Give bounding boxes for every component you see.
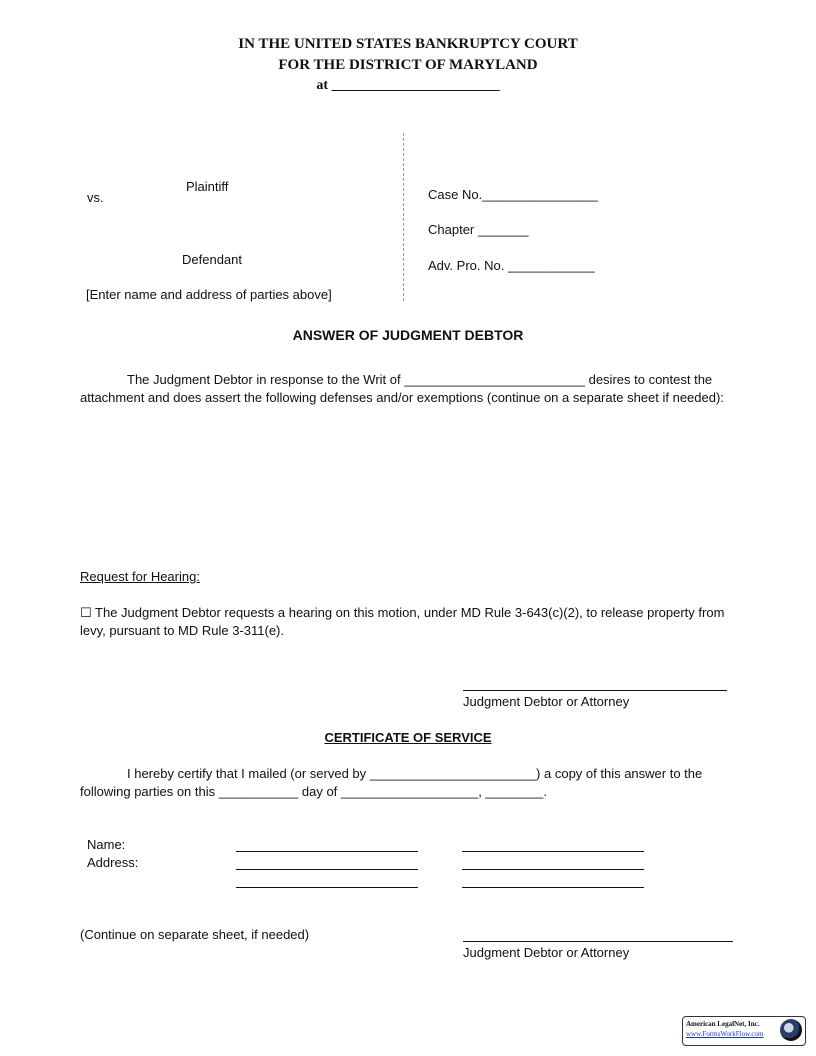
globe-icon (780, 1019, 802, 1041)
hearing-checkbox[interactable]: ☐ (80, 605, 92, 620)
recipient2-name-line[interactable] (462, 851, 644, 852)
answer-body: The Judgment Debtor in response to the Writ of _________________________ desires to contest the attachment and does assert the following defenses and/or exemptions (continue on a separate sheet if needed): (80, 372, 724, 405)
chapter-field[interactable]: Chapter _______ (428, 222, 529, 237)
signature-label-2: Judgment Debtor or Attorney (463, 945, 630, 960)
name-label: Name: (87, 837, 126, 852)
certificate-title: CERTIFICATE OF SERVICE (324, 730, 492, 745)
hearing-heading: Request for Hearing: (80, 569, 200, 584)
recipient1-address-line1[interactable] (236, 869, 418, 870)
case-number-field[interactable]: Case No.________________ (428, 187, 598, 202)
recipient2-address-line2[interactable] (462, 887, 644, 888)
vs-label: vs. (87, 190, 104, 205)
hearing-paragraph (80, 604, 740, 640)
parties-note: [Enter name and address of parties above] (86, 287, 332, 302)
court-title-line2: FOR THE DISTRICT OF MARYLAND (278, 57, 538, 73)
signature-line-1[interactable] (463, 690, 727, 691)
court-title-line1: IN THE UNITED STATES BANKRUPTCY COURT (238, 36, 578, 52)
signature-label-1: Judgment Debtor or Attorney (463, 694, 630, 709)
recipient1-address-line2[interactable] (236, 887, 418, 888)
recipient2-address-line1[interactable] (462, 869, 644, 870)
continue-note: (Continue on separate sheet, if needed) (80, 927, 310, 942)
address-label: Address: (87, 855, 139, 870)
logo-company: American LegalNet, Inc. (686, 1020, 760, 1028)
defendant-label: Defendant (182, 252, 242, 267)
answer-title: ANSWER OF JUDGMENT DEBTOR (292, 327, 524, 343)
plaintiff-label: Plaintiff (186, 179, 229, 194)
hearing-body: The Judgment Debtor requests a hearing on this motion, under MD Rule 3-643(c)(2), to release property from levy, pursuant to MD Rule 3-311(e). (80, 605, 725, 638)
certificate-body: I hereby certify that I mailed (or served by _______________________) a copy of this answer to the following parties on this ___________ day of ___________________, ________. (80, 766, 703, 799)
caption-divider (403, 133, 404, 301)
adv-pro-number-field[interactable]: Adv. Pro. No. ____________ (428, 258, 595, 273)
logo-url[interactable]: www.FormsWorkFlow.com (686, 1030, 764, 1038)
signature-line-2[interactable] (463, 941, 733, 942)
court-location: at ________________________ (316, 78, 500, 93)
americanlegalnet-logo[interactable] (682, 1016, 806, 1046)
recipient1-name-line[interactable] (236, 851, 418, 852)
